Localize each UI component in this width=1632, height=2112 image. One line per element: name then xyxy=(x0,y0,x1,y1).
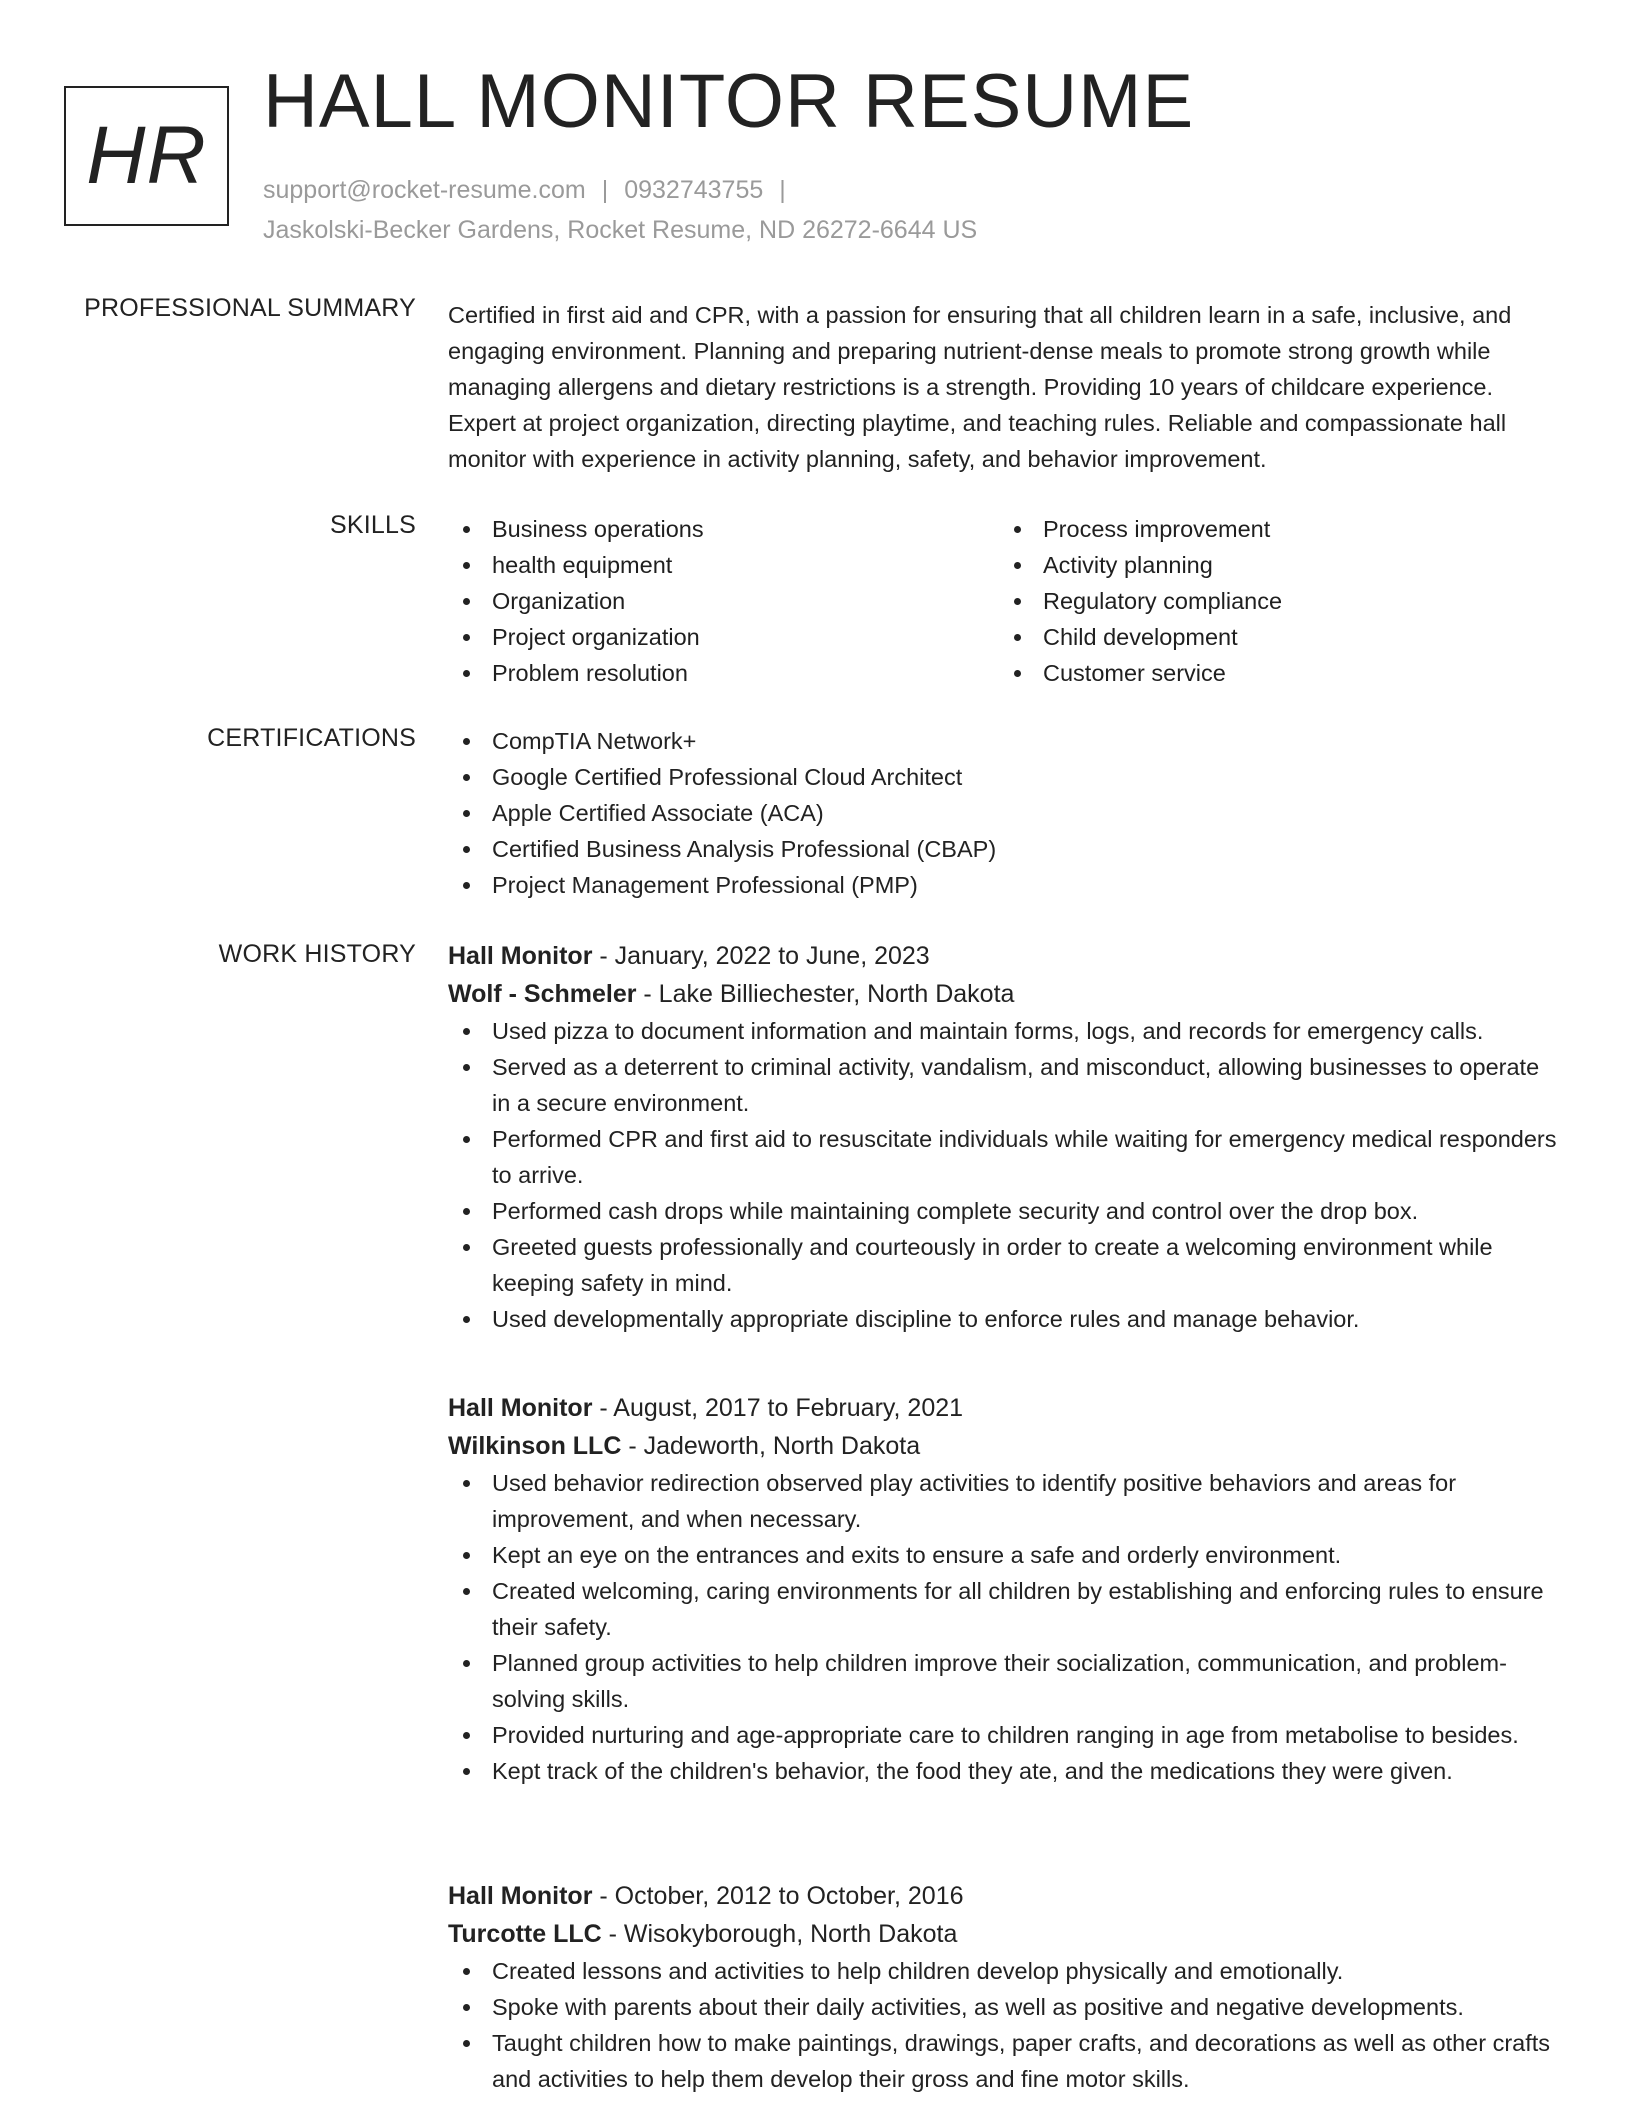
job-duty-item: Taught children how to make paintings, drawings, paper crafts, and decorations as well as other crafts and activities to help them develop their gross and fine motor skills. xyxy=(448,2025,1558,2097)
skill-item: Project organization xyxy=(448,619,968,655)
job-company: Turcotte LLC xyxy=(448,1920,602,1948)
summary-text: Certified in first aid and CPR, with a passion for ensuring that all children learn in a safe, inclusive, and engaging environment. Planning and preparing nutrient-dense meals to promote strong growth while managing allergens and dietary restrictions is a strength. Providing 10 years of childcare experience. Expert at project organization, directing playtime, and teaching rules. Reliable and compassionate hall monitor with experience in activity planning, safety, and behavior improvement. xyxy=(448,302,1512,472)
job-dates: - January, 2022 to June, 2023 xyxy=(592,942,930,970)
certification-item: Project Management Professional (PMP) xyxy=(448,867,1558,903)
skill-item: Process improvement xyxy=(999,511,1519,547)
certification-item: Certified Business Analysis Professional (CBAP) xyxy=(448,831,1558,867)
job-dates: - August, 2017 to February, 2021 xyxy=(592,1394,964,1422)
skills-list xyxy=(448,511,968,691)
skill-item: Child development xyxy=(999,619,1519,655)
contact-separator: | xyxy=(601,176,609,204)
monogram-logo xyxy=(64,86,229,226)
job-duty-item: Provided nurturing and age-appropriate care to children ranging in age from metabolise to besides. xyxy=(448,1717,1558,1753)
certifications-list xyxy=(448,723,1558,903)
contact-email[interactable]: support@rocket-resume.com xyxy=(263,176,586,204)
skill-item: health equipment xyxy=(448,547,968,583)
job-company: Wilkinson LLC xyxy=(448,1432,622,1460)
certification-item: CompTIA Network+ xyxy=(448,723,1558,759)
skill-item: Regulatory compliance xyxy=(999,583,1519,619)
contact-separator: | xyxy=(779,176,786,204)
job-duties-list xyxy=(448,1465,1558,1789)
job-duty-item: Performed cash drops while maintaining complete security and control over the drop box. xyxy=(448,1193,1558,1229)
job-duty-item: Served as a deterrent to criminal activity, vandalism, and misconduct, allowing businesses to operate in a secure environment. xyxy=(448,1049,1558,1121)
skills-list xyxy=(999,511,1519,691)
job-entry xyxy=(448,1389,1558,1789)
contact-phone[interactable]: 0932743755 xyxy=(624,176,764,204)
resume-title: HALL MONITOR RESUME xyxy=(263,59,1195,144)
job-entry xyxy=(448,1877,1558,2097)
skill-item: Problem resolution xyxy=(448,655,968,691)
job-duties-list xyxy=(448,1013,1558,1337)
job-duty-item: Used pizza to document information and maintain forms, logs, and records for emergency calls. xyxy=(448,1013,1558,1049)
job-title: Hall Monitor xyxy=(448,1882,593,1910)
job-company-line xyxy=(448,1427,1558,1465)
job-duty-item: Created lessons and activities to help children develop physically and emotionally. xyxy=(448,1953,1558,1989)
work-history-section-label: WORK HISTORY xyxy=(218,940,416,968)
skill-item: Activity planning xyxy=(999,547,1519,583)
job-duty-item: Used behavior redirection observed play activities to identify positive behaviors and areas for improvement, and when necessary. xyxy=(448,1465,1558,1537)
skill-item: Organization xyxy=(448,583,968,619)
contact-line xyxy=(263,176,802,205)
job-duty-item: Performed CPR and first aid to resuscitate individuals while waiting for emergency medical responders to arrive. xyxy=(448,1121,1558,1193)
job-duty-item: Created welcoming, caring environments for all children by establishing and enforcing rules to ensure their safety. xyxy=(448,1573,1558,1645)
job-duty-item: Used developmentally appropriate discipline to enforce rules and manage behavior. xyxy=(448,1301,1558,1337)
job-location: - Jadeworth, North Dakota xyxy=(621,1432,921,1460)
job-duties-list xyxy=(448,1953,1558,2097)
job-title: Hall Monitor xyxy=(448,1394,593,1422)
job-duty-item: Planned group activities to help children improve their socialization, communication, and problem-solving skills. xyxy=(448,1645,1558,1717)
certification-item: Apple Certified Associate (ACA) xyxy=(448,795,1558,831)
certifications-section-label: CERTIFICATIONS xyxy=(207,724,416,752)
job-title-line xyxy=(448,1389,1558,1427)
job-duty-item: Greeted guests professionally and courteously in order to create a welcoming environment while keeping safety in mind. xyxy=(448,1229,1558,1301)
skills-section-label: SKILLS xyxy=(330,511,416,539)
job-location: - Wisokyborough, North Dakota xyxy=(601,1920,958,1948)
job-title-line xyxy=(448,1877,1558,1915)
certifications-block xyxy=(448,723,1558,903)
certification-item: Google Certified Professional Cloud Architect xyxy=(448,759,1558,795)
job-duty-item: Spoke with parents about their daily activities, as well as positive and negative developments. xyxy=(448,1989,1558,2025)
job-entry xyxy=(448,937,1558,1337)
job-dates: - October, 2012 to October, 2016 xyxy=(592,1882,964,1910)
job-location: - Lake Billiechester, North Dakota xyxy=(636,980,1015,1008)
job-company-line xyxy=(448,975,1558,1013)
skills-column-left xyxy=(448,511,968,691)
monogram-text: HR xyxy=(86,110,207,201)
skill-item: Business operations xyxy=(448,511,968,547)
job-company-line xyxy=(448,1915,1558,1953)
job-title: Hall Monitor xyxy=(448,942,593,970)
job-duty-item: Kept an eye on the entrances and exits to ensure a safe and orderly environment. xyxy=(448,1537,1558,1573)
job-duty-item: Kept track of the children's behavior, the food they ate, and the medications they were given. xyxy=(448,1753,1558,1789)
skill-item: Customer service xyxy=(999,655,1519,691)
skills-column-right xyxy=(999,511,1519,691)
job-title-line xyxy=(448,937,1558,975)
contact-address: Jaskolski-Becker Gardens, Rocket Resume, ND 26272-6644 US xyxy=(263,216,978,244)
job-company: Wolf - Schmeler xyxy=(448,980,637,1008)
summary-section-label: PROFESSIONAL SUMMARY xyxy=(84,294,416,322)
